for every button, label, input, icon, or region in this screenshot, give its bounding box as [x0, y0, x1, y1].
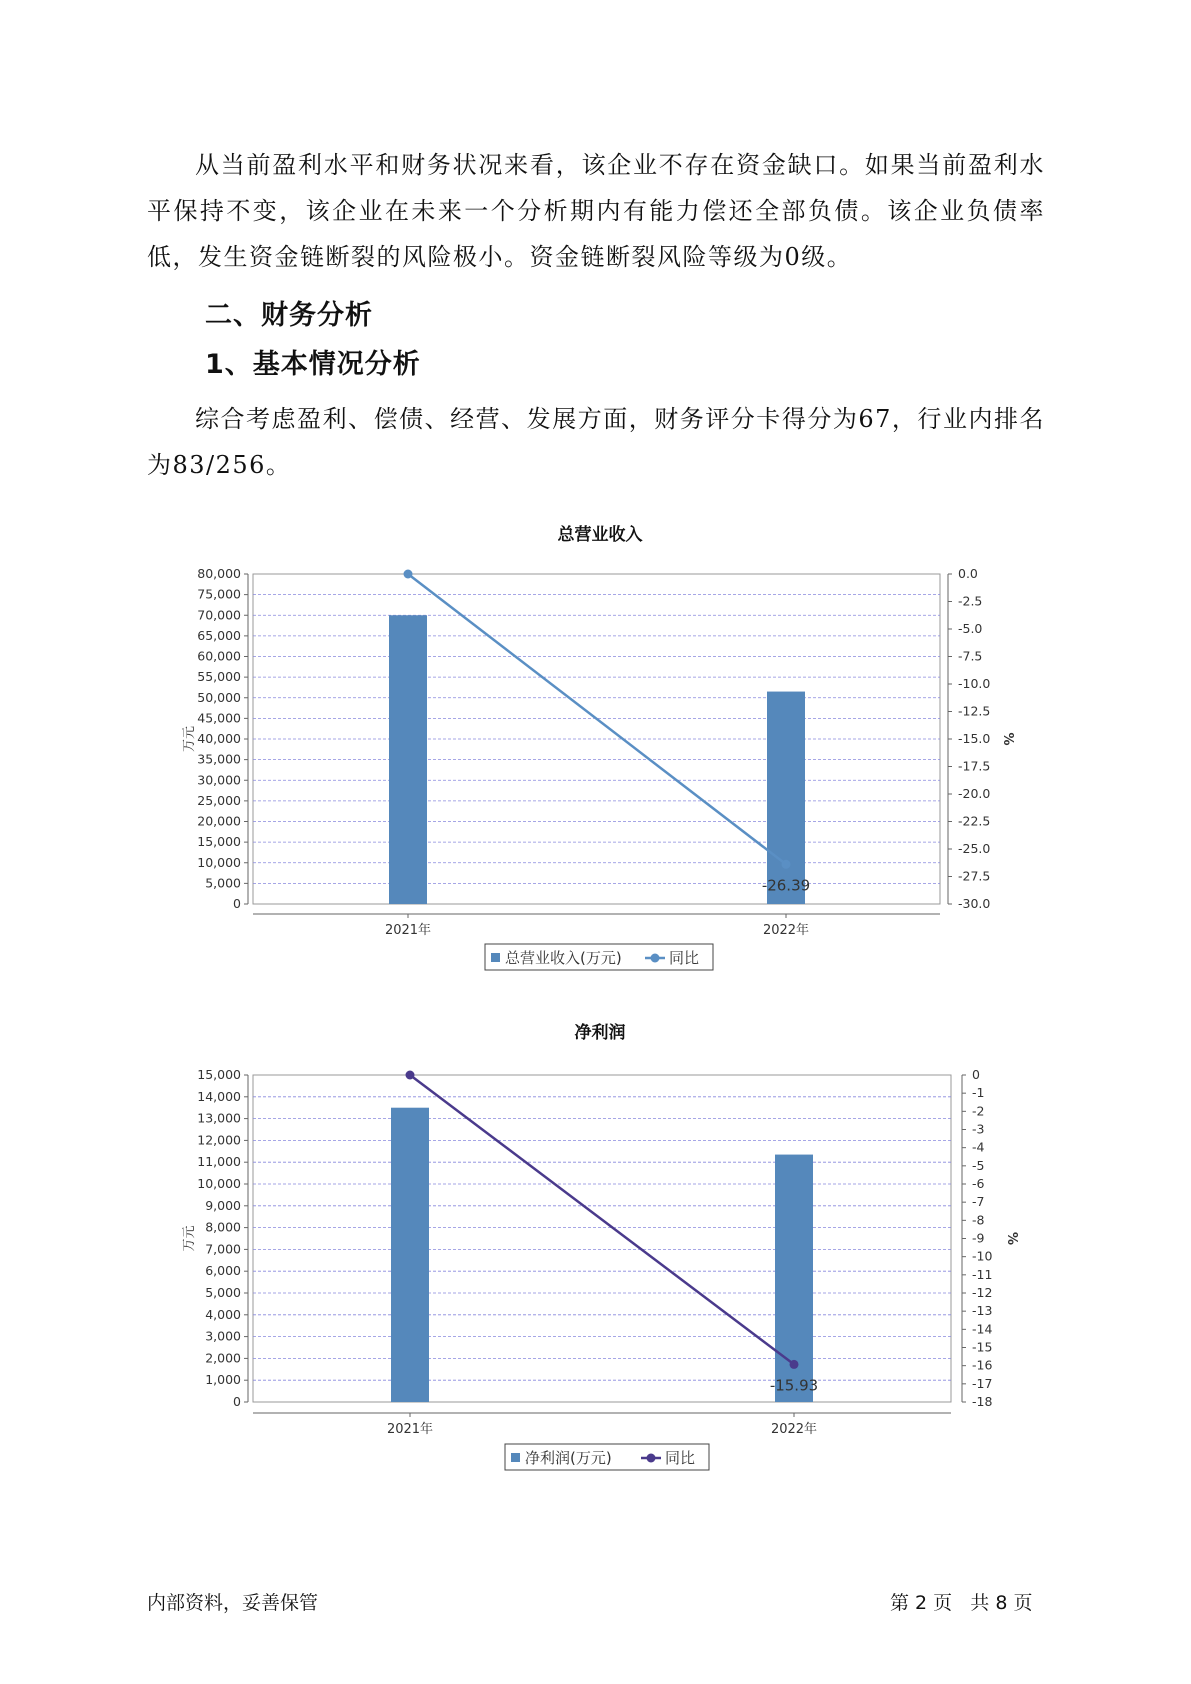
y2-tick-label: -7: [972, 1194, 985, 1210]
y-tick-label: 60,000: [197, 648, 241, 664]
y2-tick-label: -13: [972, 1303, 993, 1319]
y2-axis-title: %: [1000, 732, 1015, 746]
y2-tick-label: -17: [972, 1375, 993, 1391]
y2-tick-label: -14: [972, 1321, 993, 1337]
y-tick-label: 2,000: [205, 1350, 241, 1366]
footer-page-number: 第 2 页 共 8 页: [890, 1592, 1033, 1614]
subsection-heading-basic-analysis: 1、基本情况分析: [205, 349, 421, 380]
legend-bar-label: 总营业收入(万元): [505, 949, 622, 967]
yoy-line: [408, 574, 786, 864]
yoy-point: [404, 570, 413, 579]
y-tick-label: 10,000: [197, 1176, 241, 1191]
y-tick-label: 75,000: [197, 586, 241, 602]
y2-tick-label: -5.0: [958, 621, 983, 636]
y2-tick-label: -15.0: [958, 731, 991, 746]
y-tick-label: 13,000: [197, 1110, 241, 1126]
y-tick-label: 35,000: [197, 751, 241, 767]
y2-tick-label: -16: [972, 1357, 993, 1373]
yoy-point: [782, 860, 791, 869]
y-tick-label: 80,000: [197, 566, 241, 581]
y2-tick-label: -8: [972, 1212, 985, 1228]
y-tick-label: 15,000: [197, 1067, 241, 1082]
y-tick-label: 40,000: [197, 731, 241, 746]
y2-tick-label: 0.0: [958, 566, 978, 581]
legend-bar-swatch: [491, 953, 500, 962]
bar: [391, 1108, 429, 1402]
y-tick-label: 7,000: [205, 1241, 241, 1257]
chart-title-net-profit: 净利润: [574, 1023, 626, 1043]
y2-tick-label: -15: [972, 1339, 993, 1355]
bar: [767, 692, 805, 904]
y2-tick-label: -11: [972, 1266, 993, 1282]
y-tick-label: 5,000: [205, 1285, 241, 1300]
legend-bar-label: 净利润(万元): [525, 1449, 612, 1467]
x-tick-label: 2021年: [386, 1422, 434, 1437]
y-tick-label: 15,000: [197, 834, 241, 850]
y2-tick-label: -18: [972, 1394, 993, 1409]
y2-tick-label: -1: [972, 1085, 985, 1101]
chart-title-revenue: 总营业收入: [557, 525, 643, 545]
data-label: -15.93: [769, 1376, 819, 1395]
y-tick-label: 65,000: [197, 627, 241, 643]
y2-tick-label: -4: [972, 1139, 985, 1155]
y2-tick-label: -27.5: [958, 868, 991, 884]
y2-tick-label: -9: [972, 1230, 985, 1246]
y-tick-label: 8,000: [205, 1219, 241, 1235]
plot-area: [253, 574, 940, 904]
y2-axis-title: %: [1004, 1231, 1019, 1246]
y-tick-label: 12,000: [197, 1132, 241, 1148]
legend-bar-swatch: [511, 1453, 520, 1462]
y2-tick-label: -2: [972, 1103, 985, 1119]
legend-line-label: 同比: [669, 949, 700, 967]
x-tick-label: 2022年: [770, 1422, 818, 1437]
y2-tick-label: -10: [972, 1248, 993, 1264]
section-heading-financial-analysis: 二、财务分析: [205, 300, 373, 331]
y-tick-label: 3,000: [205, 1328, 241, 1344]
y2-tick-label: -10.0: [958, 676, 991, 691]
y-tick-label: 30,000: [197, 772, 241, 788]
legend-line-marker: [647, 1454, 656, 1463]
y-tick-label: 6,000: [205, 1263, 241, 1279]
y-tick-label: 0: [233, 896, 241, 911]
y-tick-label: 4,000: [205, 1306, 241, 1322]
y-tick-label: 9,000: [205, 1197, 241, 1213]
x-tick-label: 2021年: [384, 923, 432, 938]
y-axis-title: 万元: [182, 725, 197, 753]
footer-confidential: 内部资料，妥善保管: [147, 1592, 319, 1614]
y2-tick-label: -12: [972, 1285, 993, 1300]
y2-tick-label: -20.0: [958, 786, 991, 801]
y-tick-label: 45,000: [197, 710, 241, 726]
y-tick-label: 55,000: [197, 669, 241, 685]
y-tick-label: 50,000: [197, 689, 241, 705]
x-tick-label: 2022年: [762, 923, 810, 938]
yoy-point: [790, 1360, 799, 1369]
paragraph-funding-risk: 从当前盈利水平和财务状况来看，该企业不存在资金缺口。如果当前盈利水平保持不变，该企业在未来一个分析期内有能力偿还全部负债。该企业负债率低，发生资金链断裂的风险极小。资金链断裂风险等级为0级。: [147, 151, 1045, 271]
y-tick-label: 20,000: [197, 813, 241, 829]
y2-tick-label: -22.5: [958, 813, 991, 829]
y2-tick-label: -12.5: [958, 703, 991, 719]
y2-tick-label: 0: [972, 1067, 980, 1082]
y2-tick-label: -3: [972, 1121, 985, 1137]
y2-tick-label: -2.5: [958, 593, 983, 609]
y2-tick-label: -30.0: [958, 896, 991, 911]
bar: [389, 615, 427, 904]
legend-line-marker: [651, 954, 660, 963]
y2-tick-label: -5: [972, 1157, 985, 1173]
y2-tick-label: -7.5: [958, 648, 983, 664]
y-axis-title: 万元: [182, 1225, 197, 1252]
y-tick-label: 10,000: [197, 854, 241, 870]
y2-tick-label: -6: [972, 1176, 985, 1191]
yoy-point: [406, 1071, 415, 1080]
yoy-line: [410, 1075, 794, 1364]
plot-area: [253, 1075, 951, 1402]
data-label: -26.39: [761, 876, 811, 895]
y-tick-label: 1,000: [205, 1372, 241, 1388]
y-tick-label: 5,000: [205, 875, 241, 891]
y-tick-label: 0: [233, 1394, 241, 1409]
y2-tick-label: -25.0: [958, 841, 991, 856]
y-tick-label: 25,000: [197, 792, 241, 808]
y-tick-label: 14,000: [197, 1088, 241, 1104]
y-tick-label: 11,000: [197, 1154, 241, 1170]
paragraph-score-ranking: 综合考虑盈利、偿债、经营、发展方面，财务评分卡得分为67，行业内排名为83/256。: [147, 405, 1045, 479]
legend-line-label: 同比: [665, 1449, 696, 1467]
y-tick-label: 70,000: [197, 607, 241, 623]
y2-tick-label: -17.5: [958, 758, 991, 774]
